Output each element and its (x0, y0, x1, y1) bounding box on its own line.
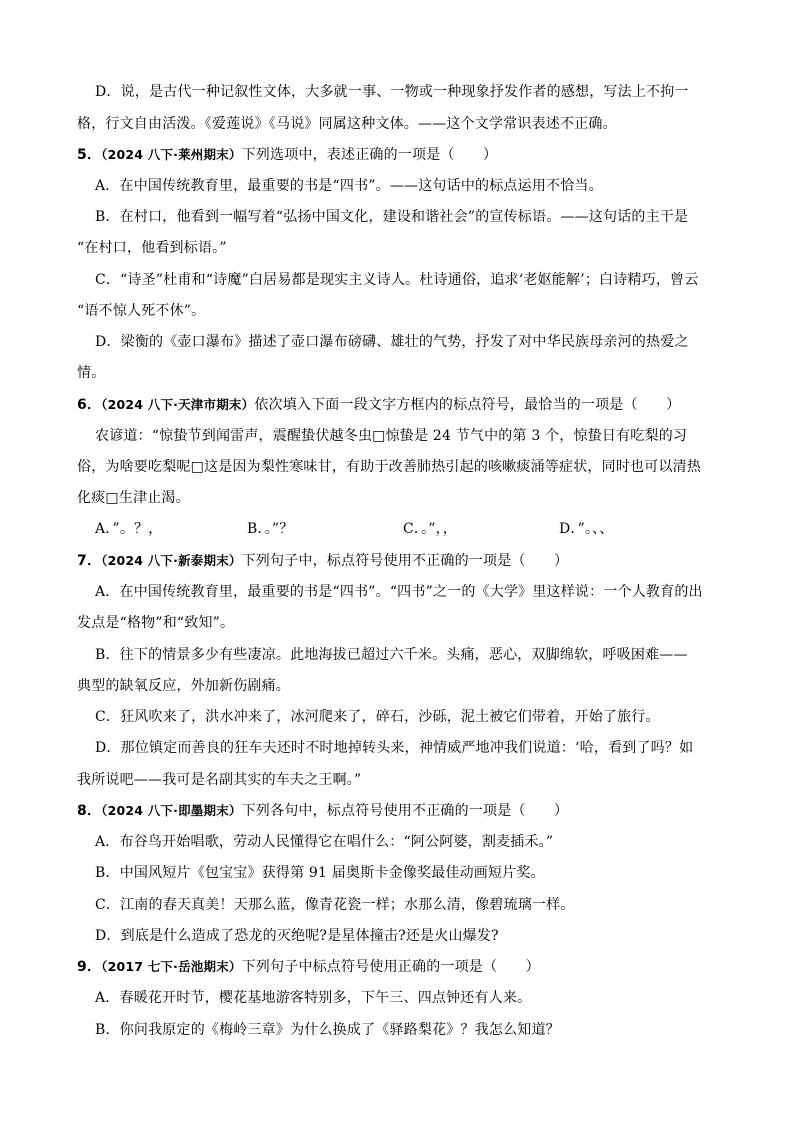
q8-option-b: B．中国风短片《包宝宝》获得第 91 届奥斯卡金像奖最佳动画短片奖。 (95, 865, 545, 881)
question-source: （2024 八下·即墨期末） (101, 803, 242, 818)
question-number: 8． (77, 803, 102, 819)
q7-option-d-line1: D．那位镇定而善良的狂车夫还时不时地掉转头来，神情威严地冲我们说道：‘哈，看到了吗？如 (95, 740, 694, 756)
question-source: （2024 八下·新泰期末） (101, 553, 242, 568)
question-stem: 下列选项中，表述正确的一项是（ ） (241, 147, 498, 163)
q7-option-b-line2: 典型的缺氧反应，外加新伤剧痛。 (77, 678, 290, 694)
question-source: （2024 八下·天津市期末） (101, 397, 255, 412)
q6-passage-line2: 俗，为啥要吃梨呢□这是因为梨性寒味甘，有助于改善肺热引起的咳嗽痰涌等症状，同时也可以清热 (77, 459, 702, 475)
question-8 (77, 801, 568, 821)
q5-option-d-line1: D．梁衡的《壶口瀑布》描述了壶口瀑布磅礴、雄壮的气势，抒发了对中华民族母亲河的热爱之 (95, 334, 689, 350)
q5-option-d-line2: 情。 (77, 365, 106, 381)
q6-option-c: C．。”，， (403, 521, 458, 537)
question-stem: 下列句子中，标点符号使用不正确的一项是（ ） (241, 553, 569, 569)
q5-option-b-line2: “在村口，他看到标语。” (77, 240, 227, 256)
question-stem: 下列各句中，标点符号使用不正确的一项是（ ） (241, 803, 569, 819)
q9-option-b: B．你问我原定的《梅岭三章》为什么换成了《驿路梨花》？我怎么知道？ (95, 1022, 560, 1038)
q6-passage-line3: 化痰□生津止渴。 (77, 490, 190, 506)
q4-option-d-line2: 格，行文自由活泼。《爱莲说》《马说》同属这种文体。——这个文学常识表述不正确。 (77, 116, 617, 132)
question-number: 9． (77, 959, 102, 975)
q6-option-d: D．”。、、 (559, 521, 614, 537)
q9-option-a: A．春暖花开时节，樱花基地游客特别多，下午三、四点钟还有人来。 (95, 990, 532, 1006)
q7-option-b-line1: B．往下的情景多少有些凄凉。此地海拔已超过六千米。头痛，恶心，双脚绵软，呼吸困难—— (95, 647, 688, 663)
q7-option-c: C．狂风吹来了，洪水冲来了，冰河爬来了，碎石，沙砾，泥土被它们带着，开始了旅行。 (95, 709, 660, 725)
q6-passage-line1: 农谚道：“惊蛰节到闻雷声，震醒蛰伏越冬虫□惊蛰是 24 节气中的第 3 个，惊蛰日有吃梨的习 (95, 428, 688, 444)
q6-option-a: A．”。？， (95, 521, 163, 537)
question-stem: 依次填入下面一段文字方框内的标点符号，最恰当的一项是（ ） (254, 397, 681, 413)
q5-option-b-line1: B．在村口，他看到一幅写着“弘扬中国文化，建设和谐社会”的宣传标语。——这句话的主干是 (95, 209, 689, 225)
q5-option-a: A．在中国传统教育里，最重要的书是“四书”。——这句话中的标点运用不恰当。 (95, 178, 603, 194)
question-5 (77, 145, 497, 165)
q6-option-b: B．。”？ (247, 521, 294, 537)
question-7 (77, 551, 568, 571)
q5-option-c-line1: C．“诗圣”杜甫和“诗魔”白居易都是现实主义诗人。杜诗通俗，追求‘老妪能解’；白诗精巧，曾云 (95, 272, 699, 288)
q7-option-a-line1: A．在中国传统教育里，最重要的书是“四书”。“四书”之一的《大学》里这样说：一个人教育的出 (95, 584, 703, 600)
q7-option-a-line2: 发点是“格物”和“致知”。 (77, 615, 235, 631)
q5-option-c-line2: “语不惊人死不休”。 (77, 303, 206, 319)
question-number: 7． (77, 553, 102, 569)
q7-option-d-line2: 我所说吧——我可是名副其实的车夫之王啊。” (77, 772, 362, 788)
q8-option-a: A．布谷鸟开始唱歌，劳动人民懂得它在唱什么：“阿公阿婆，割麦插禾。” (95, 834, 554, 850)
question-source: （2017 七下·岳池期末） (101, 959, 242, 974)
question-number: 5． (77, 147, 102, 163)
q4-option-d-line1: D．说，是古代一种记叙性文体，大多就一事、一物或一种现象抒发作者的感想，写法上不拘一 (95, 84, 689, 100)
question-number: 6． (77, 397, 102, 413)
q8-option-c: C．江南的春天真美！天那么蓝，像青花瓷一样；水那么清，像碧琉璃一样。 (95, 897, 575, 913)
question-source: （2024 八下·莱州期末） (101, 147, 242, 162)
q8-option-d: D．到底是什么造成了恐龙的灭绝呢?是星体撞击?还是火山爆发? (95, 928, 499, 944)
question-stem: 下列句子中标点符号使用正确的一项是（ ） (241, 959, 540, 975)
question-9 (77, 957, 540, 977)
question-6 (77, 395, 680, 415)
